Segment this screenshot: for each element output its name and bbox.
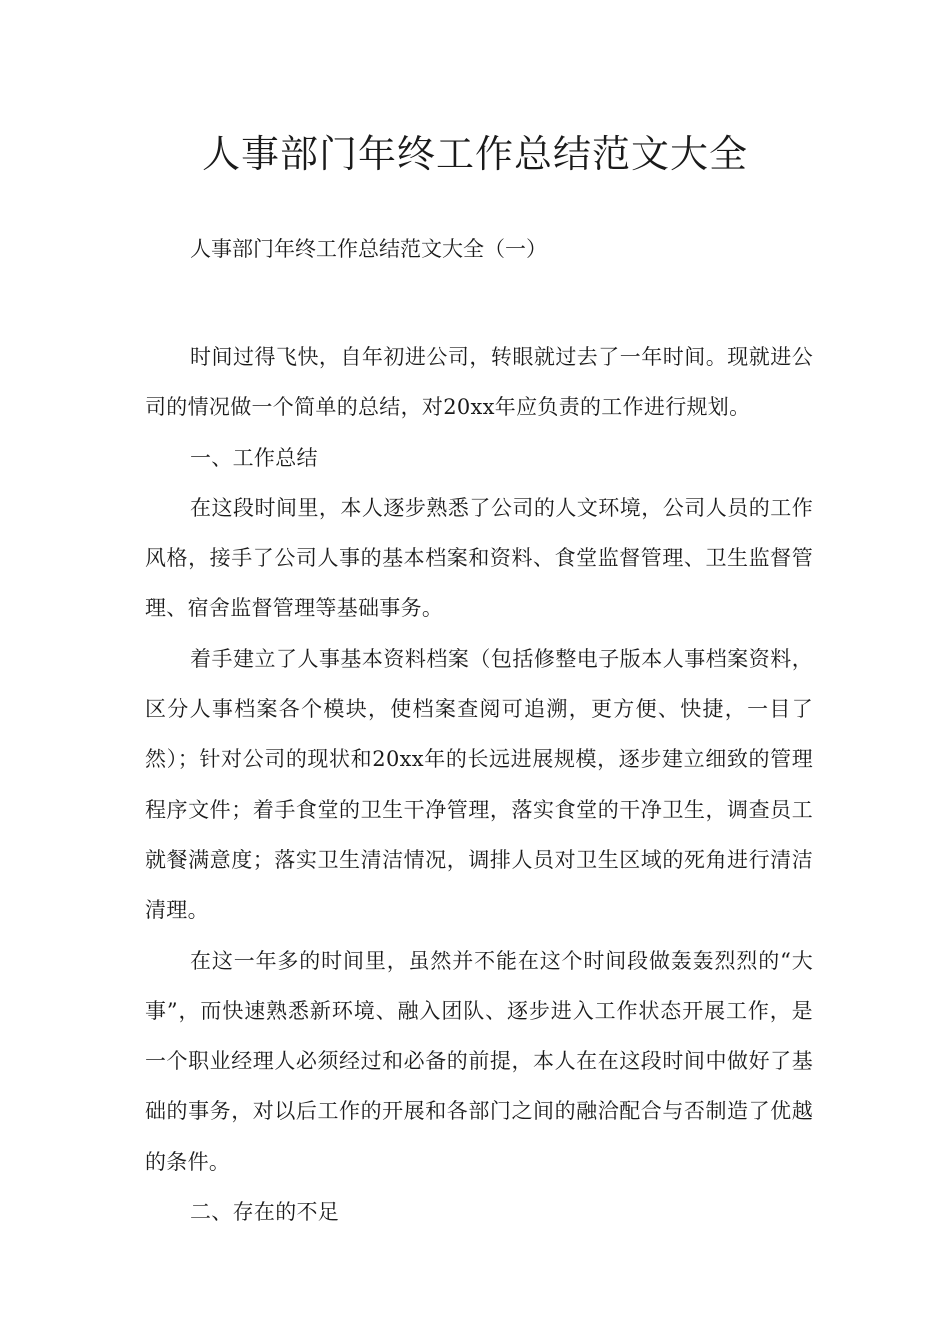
paragraph-archives: 着手建立了人事基本资料档案（包括修整电子版本人事档案资料，区分人事档案各个模块，使档案查阅可追溯，更方便、快捷，一目了然）；针对公司的现状和20xx年的长远进展规模，逐步建立细致的管理程序文件；着手食堂的卫生干净管理，落实食堂的干净卫生，调查员工就餐满意度；落实卫生清洁情况，调排人员对卫生区域的死角进行清洁清理。	[145, 646, 813, 923]
section-heading-shortcomings: 二、存在的不足	[190, 1200, 340, 1225]
paragraph-intro: 时间过得飞快，自年初进公司，转眼就过去了一年时间。现就进公司的情况做一个简单的总结，对20xx年应负责的工作进行规划。	[145, 345, 813, 420]
document-subtitle: 人事部门年终工作总结范文大全（一）	[190, 237, 547, 261]
document-title: 人事部门年终工作总结范文大全	[201, 132, 748, 176]
paragraph-reflection: 在这一年多的时间里，虽然并不能在这个时间段做轰轰烈烈的“大事”，而快速熟悉新环境、融入团队、逐步进入工作状态开展工作，是一个职业经理人必须经过和必备的前提，本人在在这段时间中做好了基础的事务，对以后工作的开展和各部门之间的融洽配合与否制造了优越的条件。	[145, 948, 813, 1174]
paragraph-familiarization: 在这段时间里，本人逐步熟悉了公司的人文环境，公司人员的工作风格，接手了公司人事的基本档案和资料、食堂监督管理、卫生监督管理、宿舍监督管理等基础事务。	[145, 495, 813, 621]
document-body	[145, 332, 813, 1237]
section-heading-work-summary: 一、工作总结	[190, 445, 318, 470]
